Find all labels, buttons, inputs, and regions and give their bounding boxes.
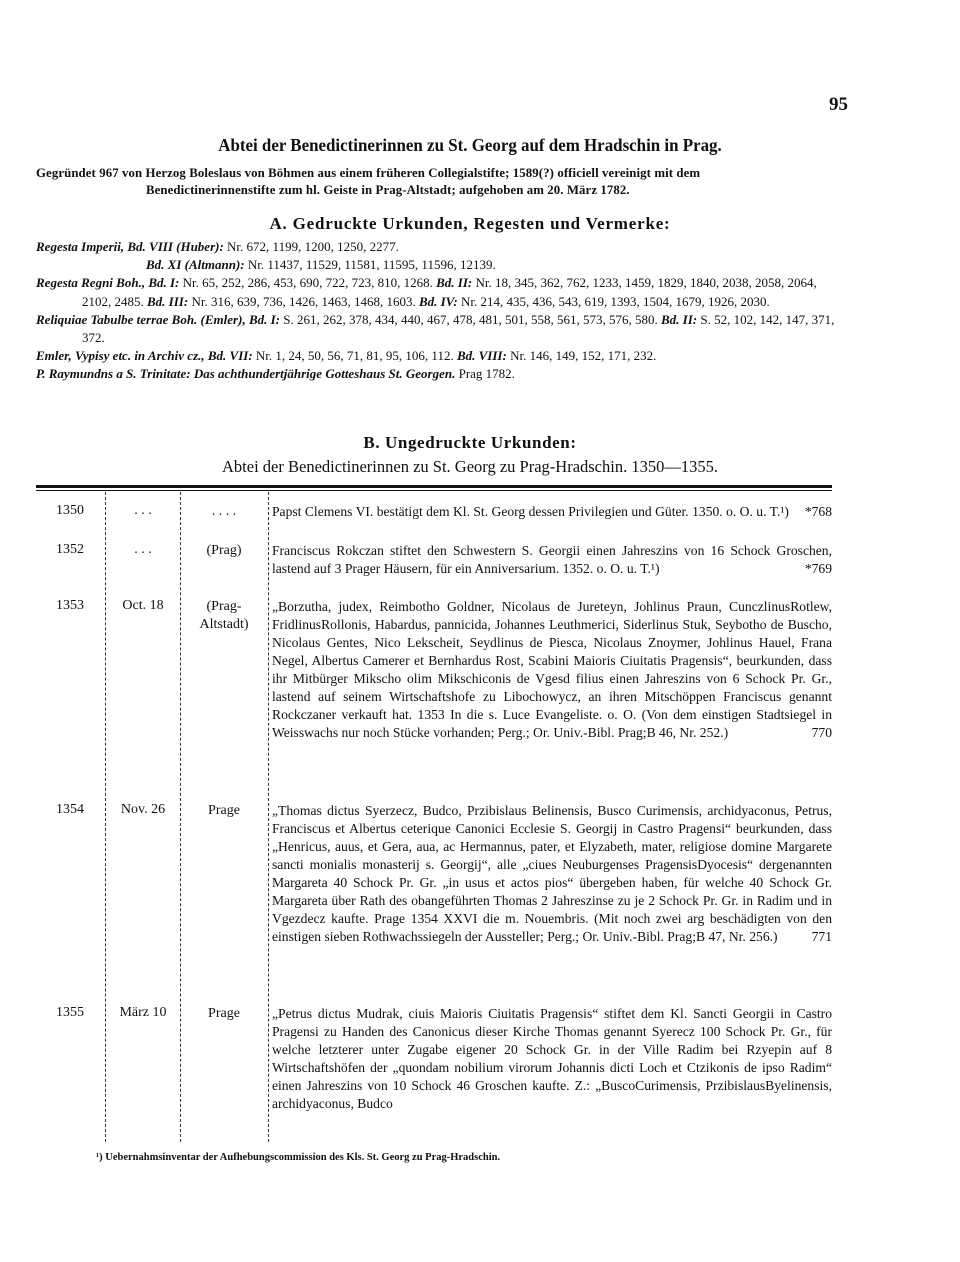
table-top-rule-thin bbox=[36, 490, 832, 491]
regest-place: (Prag) bbox=[206, 543, 242, 558]
section-b-subheading: Abtei der Benedictinerinnen zu St. Georg zu Prag-Hradschin. 1350—1355. bbox=[222, 457, 718, 476]
regest-text: Franciscus Rokczan stiftet den Schwestern S. Georgii einen Jahreszins von 16 Schock Groschen, lastend auf 3 Prager Häusern, für ein Anniversarium. 1352. o. O. u. T.¹) *769 bbox=[272, 543, 832, 576]
column-divider-year bbox=[105, 492, 106, 1142]
source-regesta-regni-boh: Regesta Regni Boh., Bd. I: Nr. 65, 252, 286, 453, 690, 722, 723, 810, 1268. Bd. II: Nr. 18, 345, 362, 762, 1233, 1459, 1829, 1840, 2038, 2058, 2064, 2102, 2485. Bd. III: Nr. 316, 639, 736, 1426, 1463, 1468, 1603. Bd. IV: Nr. 214, 435, 436, 543, 619, 1393, 1504, 1679, 1926, 2030. bbox=[36, 275, 817, 309]
regest-year: 1355 bbox=[56, 1005, 84, 1020]
page-title: Abtei der Benedictinerinnen zu St. Georg auf dem Hradschin in Prag. bbox=[218, 135, 722, 155]
source-raymundus: P. Raymundns a S. Trinitate: Das achthundertjährige Gotteshaus St. Georgen. Prag 1782. bbox=[36, 366, 515, 382]
regest-place: . . . . bbox=[211, 504, 237, 519]
page-number: 95 bbox=[829, 94, 848, 115]
founding-note bbox=[36, 165, 836, 199]
regest-text: „Petrus dictus Mudrak, ciuis Maioris Ciuitatis Pragensis“ stiftet dem Kl. Sancti Georgii in Castro Pragensi zu Handen des Canonicus dieser Kirche Thomas genannt Syerecz 100 Schock Pr. Gr., für welche letzterer unter Zugabe eigener 20 Schock Gr. in der Ville Radim bei Rzyepin auf 8 Wirtschaftshöfen der „quondam nobilium virorum Johannis dicti Loch et Ctzikonis de ipso Radim“ einen Jahreszins von 10 Schock 46 Groschen kaufte. Z.: „BuscoCurimensis, PrzibislausByelinensis, archidyaconus, Budco bbox=[272, 1006, 832, 1111]
regest-date: März 10 bbox=[119, 1005, 167, 1020]
regest-place: Prage bbox=[208, 1006, 240, 1021]
source-regesta-imperii-xi: Bd. XI (Altmann): Nr. 11437, 11529, 11581, 11595, 11596, 12139. bbox=[146, 257, 496, 273]
regest-date: . . . bbox=[134, 542, 152, 557]
regest-date: . . . bbox=[134, 503, 152, 518]
section-b-heading: B. Ungedruckte Urkunden: bbox=[363, 433, 577, 452]
regest-number: 771 bbox=[811, 929, 832, 944]
regest-place: Prage bbox=[208, 803, 240, 818]
regest-text: „Borzutha, judex, Reimbotho Goldner, Nicolaus de Jureteyn, Johlinus Praun, CunczlinusRotlew, FridlinusRollonis, Habardus, pannicida, Johannes Leuthmerici, Siderlinus Stuk, Seybotho de Buscho, Nicolaus Gentes, Nico Lekscheit, Seydlinus de Piesca, Nicolaus Znoymer, Johlinus Hauel, Frana Negel, Albertus Camerer et Bernhardus Rost, Scabini Maioris Ciuitatis Pragensis“, beurkunden, dass ihr Mitbürger Mikscho olim Mikschiconis de Vgesd filius einen Jahreszins von 6 Schock Pr. Gr., lastend auf seinem Wirtschaftshofe zu Libochowycz, an ihren Mitschöppen Franciscus genannt Rockczaner verkauft hat. 1353 In die s. Luce Evangeliste. o. O. (Von dem einstigen Stadtsiegel in Weisswachs nur noch Stücke vorhanden; Perg.; Or. Univ.-Bibl. Prag;B 46, Nr. 252.) 770 bbox=[272, 599, 832, 740]
regest-number: *769 bbox=[804, 561, 832, 576]
regest-number: 770 bbox=[811, 725, 832, 740]
section-a-heading: A. Gedruckte Urkunden, Regesten und Vermerke: bbox=[269, 214, 671, 233]
regest-text: Papst Clemens VI. bestätigt dem Kl. St. Georg dessen Privilegien und Güter. 1350. o. O. u. T.¹) *768 bbox=[272, 504, 832, 519]
regest-year: 1354 bbox=[56, 802, 84, 817]
regest-year: 1353 bbox=[56, 598, 84, 613]
regest-place: (Prag-Altstadt) bbox=[199, 599, 249, 632]
regest-number: *768 bbox=[804, 504, 832, 519]
footnote: ¹) Uebernahmsinventar der Aufhebungscommission des Kls. St. Georg zu Prag-Hradschin. bbox=[96, 1152, 501, 1163]
regest-year: 1352 bbox=[56, 542, 84, 557]
regest-text: „Thomas dictus Syerzecz, Budco, Przibislaus Belinensis, Busco Curimensis, archidyaconus, Petrus, Franciscus et Albertus ceterique Canonici Ecclesie S. Georgij in Castro Pragensi“ beurkunden, dass „Henricus, auus, et Gera, aua, ac Hermannus, pater, et Elyzabeth, mater, religiose domine Margarete sancti monialis monasterij s. Georgij“, alle „ciues Neuburgenses PragensisDyocesis“ dergenannten Margareta 40 Schock Pr. Gr. „in usus et actos pios“ übergeben haben, für welche 40 Schock Gr. Margareta über Rath des obangeführten Thomas 2 Jahreszinse zu je 2 Schock Pr. Gr. in Radim und in Vgezdecz kaufte. Prage 1354 XXVI die m. Nouembris. (Mit noch zwei arg beschädigten von den einstigen sieben Rothwachssiegeln der Aussteller; Perg.; Or. Univ.-Bibl. Prag;B 47, Nr. 256.) 771 bbox=[272, 803, 832, 944]
table-top-rule bbox=[36, 485, 832, 488]
regest-date: Oct. 18 bbox=[122, 598, 164, 613]
column-divider-place bbox=[268, 492, 269, 1142]
founding-note-line-1: Gegründet 967 von Herzog Boleslaus von Böhmen aus einem früheren Collegialstifte; 1589(?) officiell vereinigt mit dem bbox=[36, 166, 701, 180]
regest-year: 1350 bbox=[56, 503, 84, 518]
source-reliquiae-tabulae: Reliquiae Tabulbe terrae Boh. (Emler), Bd. I: S. 261, 262, 378, 434, 440, 467, 478, 481, 501, 558, 561, 573, 576, 580. Bd. II: S. 52, 102, 142, 147, 371, 372. bbox=[36, 311, 835, 346]
source-emler-vypisy: Emler, Vypisy etc. in Archiv cz., Bd. VII: Nr. 1, 24, 50, 56, 71, 81, 95, 106, 112. Bd. VIII: Nr. 146, 149, 152, 171, 232. bbox=[36, 348, 657, 364]
column-divider-date bbox=[180, 492, 181, 1142]
printed-sources-list bbox=[36, 238, 836, 384]
regest-date: Nov. 26 bbox=[120, 802, 166, 817]
founding-note-line-2: Benedictinerinnenstifte zum hl. Geiste in Prag-Altstadt; aufgehoben am 20. März 1782. bbox=[146, 183, 630, 197]
source-regesta-imperii-viii: Regesta Imperii, Bd. VIII (Huber): Nr. 672, 1199, 1200, 1250, 2277. bbox=[36, 239, 399, 254]
